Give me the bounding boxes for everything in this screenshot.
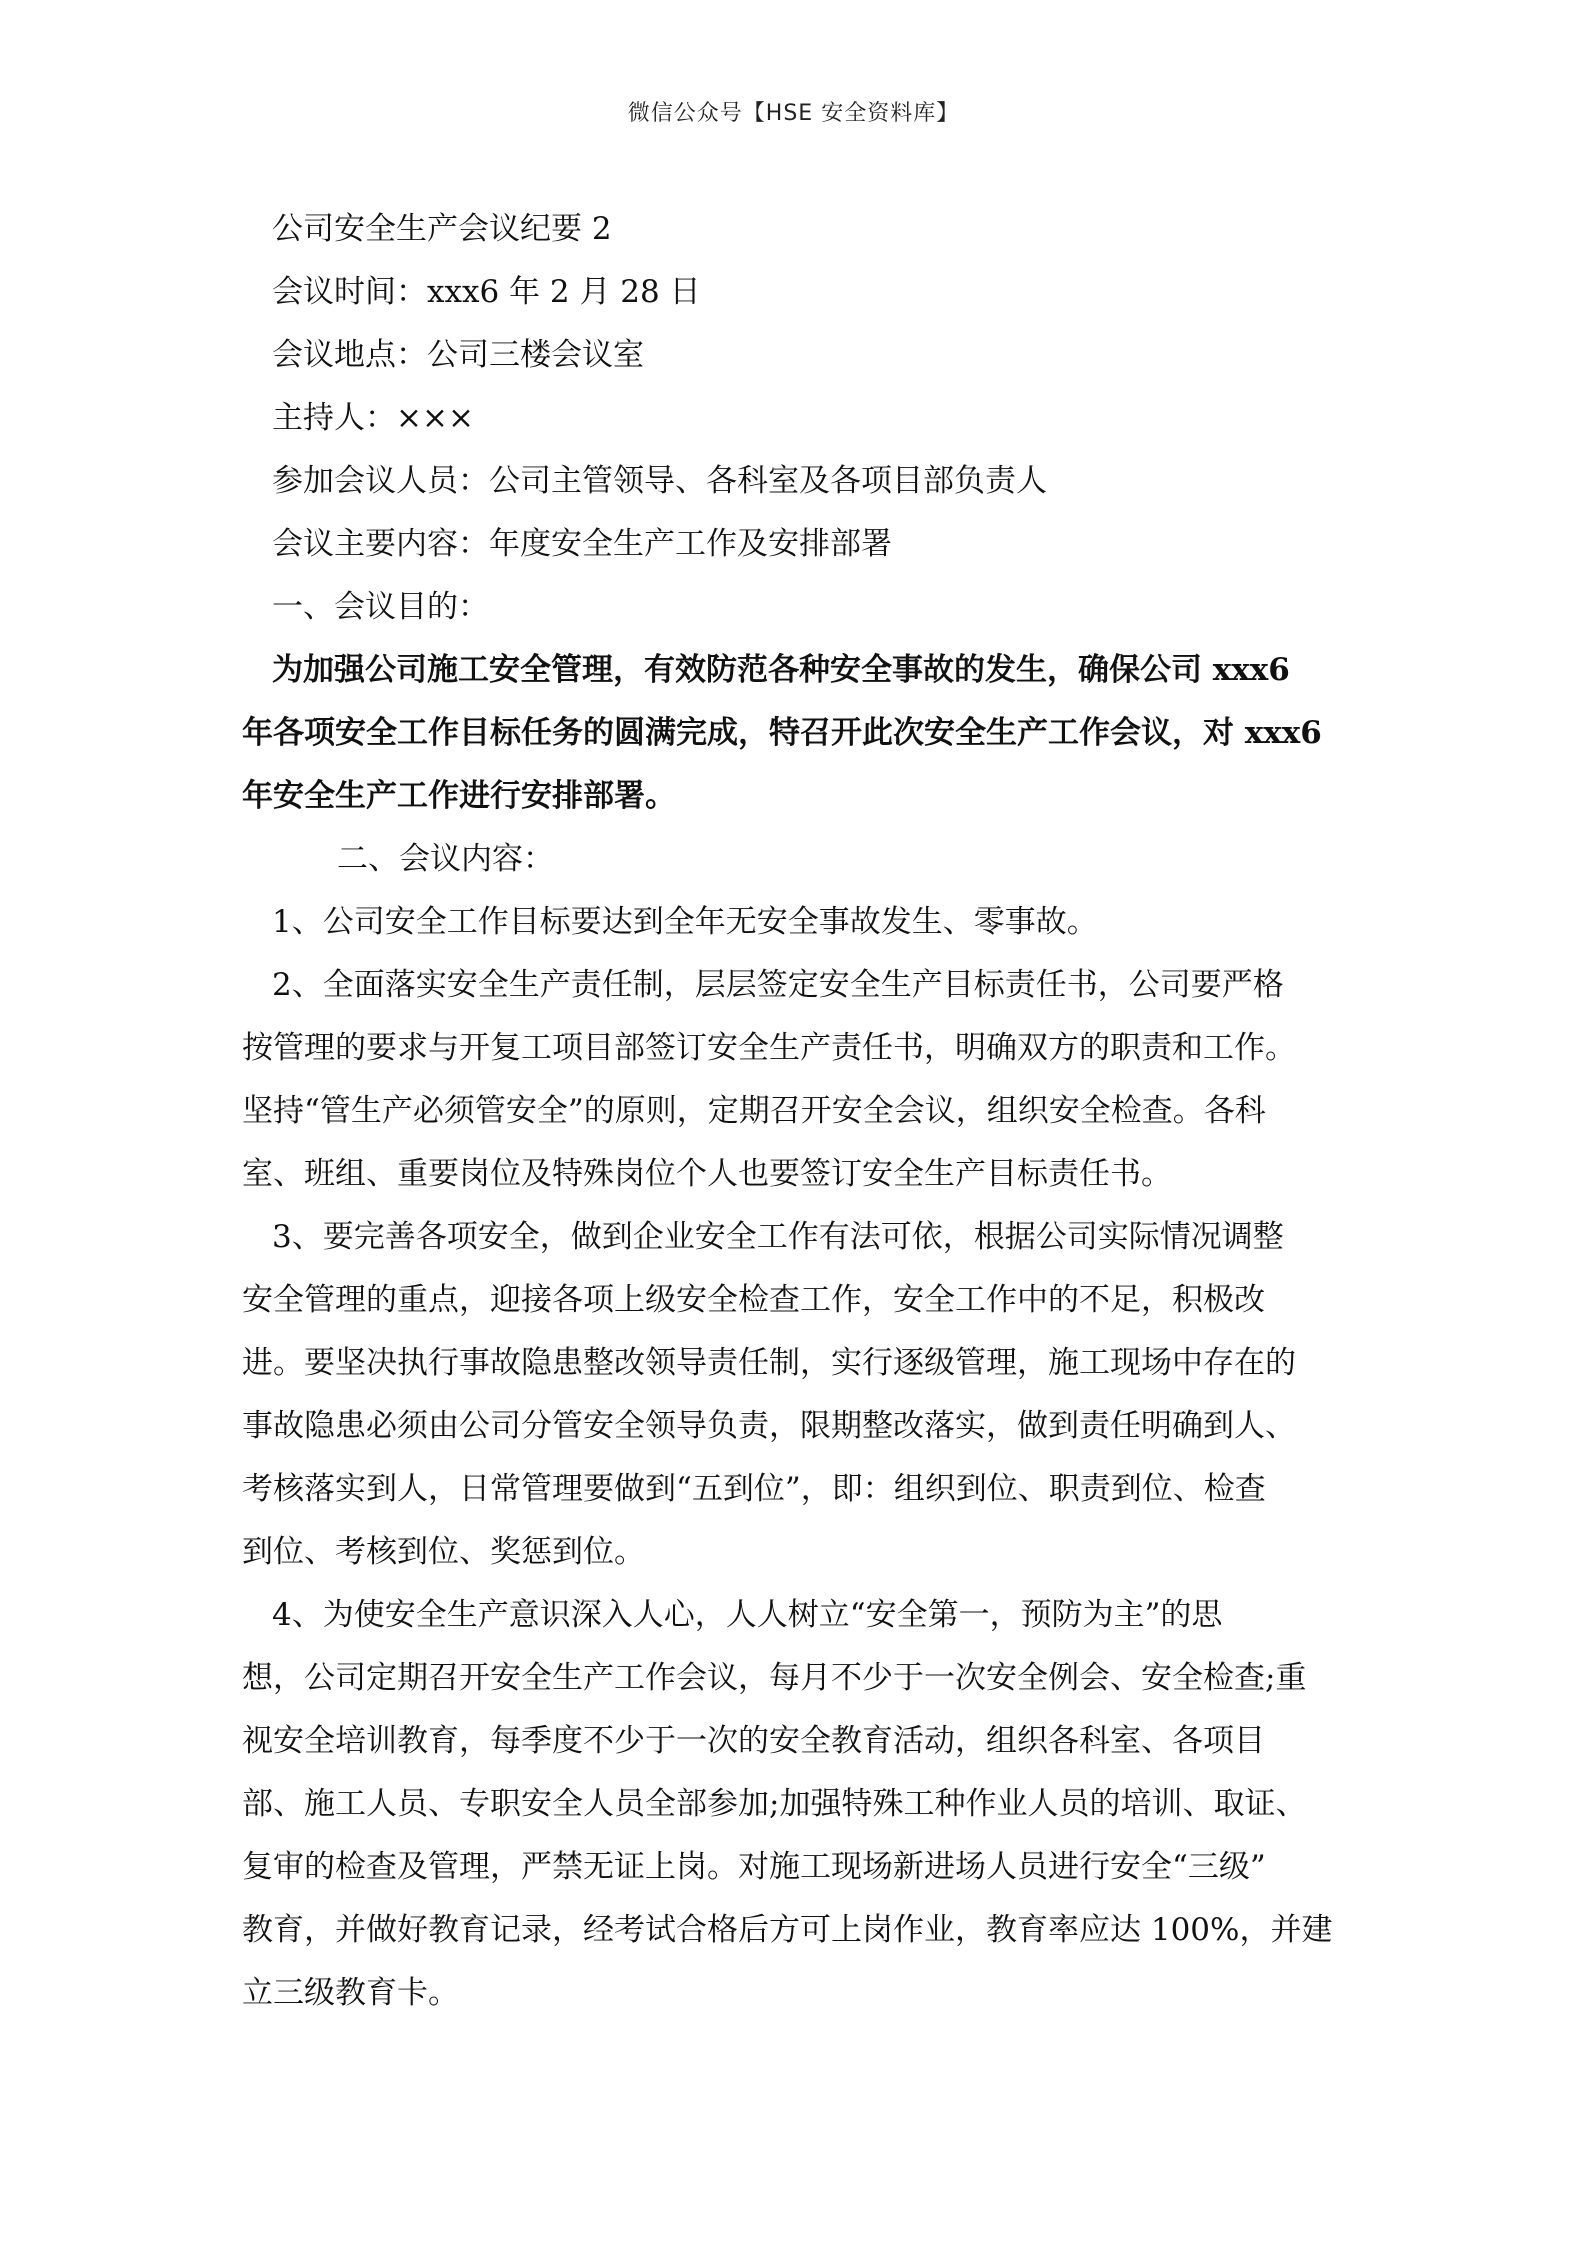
purpose-paragraph [242,639,1352,828]
text-line: 安全管理的重点，迎接各项上级安全检查工作，安全工作中的不足，积极改 [242,1282,1265,1318]
page-header: 微信公众号【HSE 安全资料库】 [627,101,960,126]
content-item-2 [242,954,1352,1206]
text-line: 为加强公司施工安全管理，有效防范各种安全事故的发生，确保公司 xxx6 [272,652,1290,688]
text-line: 按管理的要求与开复工项目部签订安全生产责任书，明确双方的职责和工作。 [242,1030,1296,1066]
text-line: 1、公司安全工作目标要达到全年无安全事故发生、零事故。 [272,904,1098,940]
text-line: 2、全面落实安全生产责任制，层层签定安全生产目标责任书，公司要严格 [272,967,1284,1003]
text-line: 年各项安全工作目标任务的圆满完成，特召开此次安全生产工作会议，对 xxx6 [242,715,1322,751]
text-line: 4、为使安全生产意识深入人心，人人树立“安全第一，预防为主”的思 [272,1597,1223,1633]
content-item-1 [242,891,1352,954]
content-item-4 [242,1584,1352,2025]
meeting-host: 主持人：××× [272,400,474,436]
text-line: 3、要完善各项安全，做到企业安全工作有法可依，根据公司实际情况调整 [272,1219,1284,1255]
text-line: 复审的检查及管理，严禁无证上岗。对施工现场新进场人员进行安全“三级” [242,1849,1266,1885]
text-line: 想，公司定期召开安全生产工作会议，每月不少于一次安全例会、安全检查;重 [242,1660,1307,1696]
text-line: 进。要坚决执行事故隐患整改领导责任制，实行逐级管理，施工现场中存在的 [242,1345,1296,1381]
text-line: 考核落实到人，日常管理要做到“五到位”，即：组织到位、职责到位、检查 [242,1471,1266,1507]
text-line: 立三级教育卡。 [242,1975,459,2011]
content-item-3 [242,1206,1352,1584]
text-line: 室、班组、重要岗位及特殊岗位个人也要签订安全生产目标责任书。 [242,1156,1172,1192]
meeting-location: 会议地点：公司三楼会议室 [272,337,644,373]
text-line: 部、施工人员、专职安全人员全部参加;加强特殊工种作业人员的培训、取证、 [242,1786,1307,1822]
document-title: 公司安全生产会议纪要 2 [272,211,612,247]
meeting-time: 会议时间：xxx6 年 2 月 28 日 [272,274,701,310]
text-line: 视安全培训教育，每季度不少于一次的安全教育活动，组织各科室、各项目 [242,1723,1265,1759]
meeting-attendees: 参加会议人员：公司主管领导、各科室及各项目部负责人 [272,463,1047,499]
document-body [242,198,1352,2025]
text-line: 到位、考核到位、奖惩到位。 [242,1534,645,1570]
section-purpose-title: 一、会议目的： [272,589,489,625]
text-line: 坚持“管生产必须管安全”的原则，定期召开安全会议，组织安全检查。各科 [242,1093,1266,1129]
text-line: 年安全生产工作进行安排部署。 [242,778,676,814]
text-line: 教育，并做好教育记录，经考试合格后方可上岗作业，教育率应达 100%，并建 [242,1912,1333,1948]
text-line: 事故隐患必须由公司分管安全领导负责，限期整改落实，做到责任明确到人、 [242,1408,1296,1444]
meeting-topic: 会议主要内容：年度安全生产工作及安排部署 [272,526,892,562]
section-content-title: 二、会议内容： [337,841,554,877]
